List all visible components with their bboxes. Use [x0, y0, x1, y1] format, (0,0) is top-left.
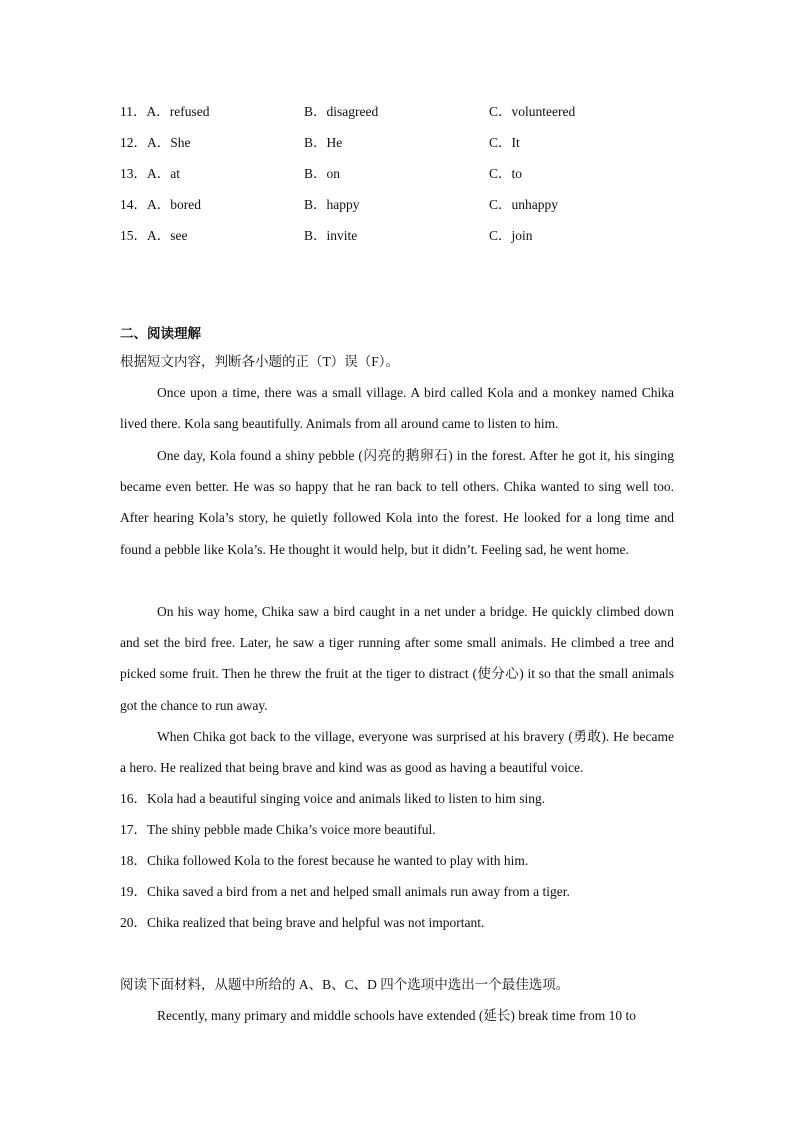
option-b: B．on	[304, 166, 341, 181]
option-c: C．volunteered	[489, 104, 576, 119]
option-c: C．to	[489, 166, 523, 181]
question-18: 18．Chika followed Kola to the forest because he wanted to play with him.	[120, 853, 529, 868]
option-a: 14．A．bored	[120, 197, 201, 212]
option-b: B．invite	[304, 228, 358, 243]
option-c: C．join	[489, 228, 533, 243]
option-a: 13．A．at	[120, 166, 180, 181]
option-a: 15．A．see	[120, 228, 188, 243]
question-17: 17．The shiny pebble made Chika’s voice more beautiful.	[120, 822, 436, 837]
passage-paragraph-4: When Chika got back to the village, everyone was surprised at his bravery (勇敢). He became a hero. He realized that being brave and kind was as good as having a beautiful voice.	[120, 729, 674, 776]
option-c: C．unhappy	[489, 197, 558, 212]
option-a: 11．A．refused	[120, 104, 210, 119]
section-instruction: 根据短文内容，判断各小题的正（T）误（F）。	[120, 354, 400, 369]
passage-paragraph-3: On his way home, Chika saw a bird caught in a net under a bridge. He quickly climbed down and set the bird free. Later, he saw a tiger running after some small animals. He climbed a tree and picked some fruit. Then he threw the fruit at the tiger to distract (使分心) it so that the small animals got the chance to run away.	[120, 604, 674, 713]
question-20: 20．Chika realized that being brave and helpful was not important.	[120, 915, 485, 930]
option-a: 12．A．She	[120, 135, 191, 150]
option-c: C．It	[489, 135, 520, 150]
option-b: B．happy	[304, 197, 360, 212]
next-passage-start: Recently, many primary and middle schools have extended (延长) break time from 10 to	[157, 1008, 636, 1023]
option-row-11	[0, 102, 794, 122]
option-b: B．He	[304, 135, 343, 150]
passage-paragraph-2: One day, Kola found a shiny pebble (闪亮的鹅卵石) in the forest. After he got it, his singing became even better. He was so happy that he ran back to tell others. Chika wanted to sing well too. After hearing Kola’s story, he quietly followed Kola into the forest. He looked for a long time and found a pebble like Kola’s. He thought it would help, but it didn’t. Feeling sad, he went home.	[120, 448, 674, 557]
option-row-14	[0, 195, 794, 215]
option-b: B．disagreed	[304, 104, 379, 119]
option-row-15	[0, 226, 794, 246]
option-row-13	[0, 164, 794, 184]
passage-paragraph-1: Once upon a time, there was a small village. A bird called Kola and a monkey named Chika lived there. Kola sang beautifully. Animals from all around came to listen to him.	[120, 385, 674, 432]
option-row-12	[0, 133, 794, 153]
section-title: 二、阅读理解	[120, 326, 201, 341]
question-16: 16．Kola had a beautiful singing voice and animals liked to listen to him sing.	[120, 791, 546, 806]
question-19: 19．Chika saved a bird from a net and helped small animals run away from a tiger.	[120, 884, 570, 899]
next-section-instruction: 阅读下面材料，从题中所给的 A、B、C、D 四个选项中选出一个最佳选项。	[120, 977, 570, 992]
